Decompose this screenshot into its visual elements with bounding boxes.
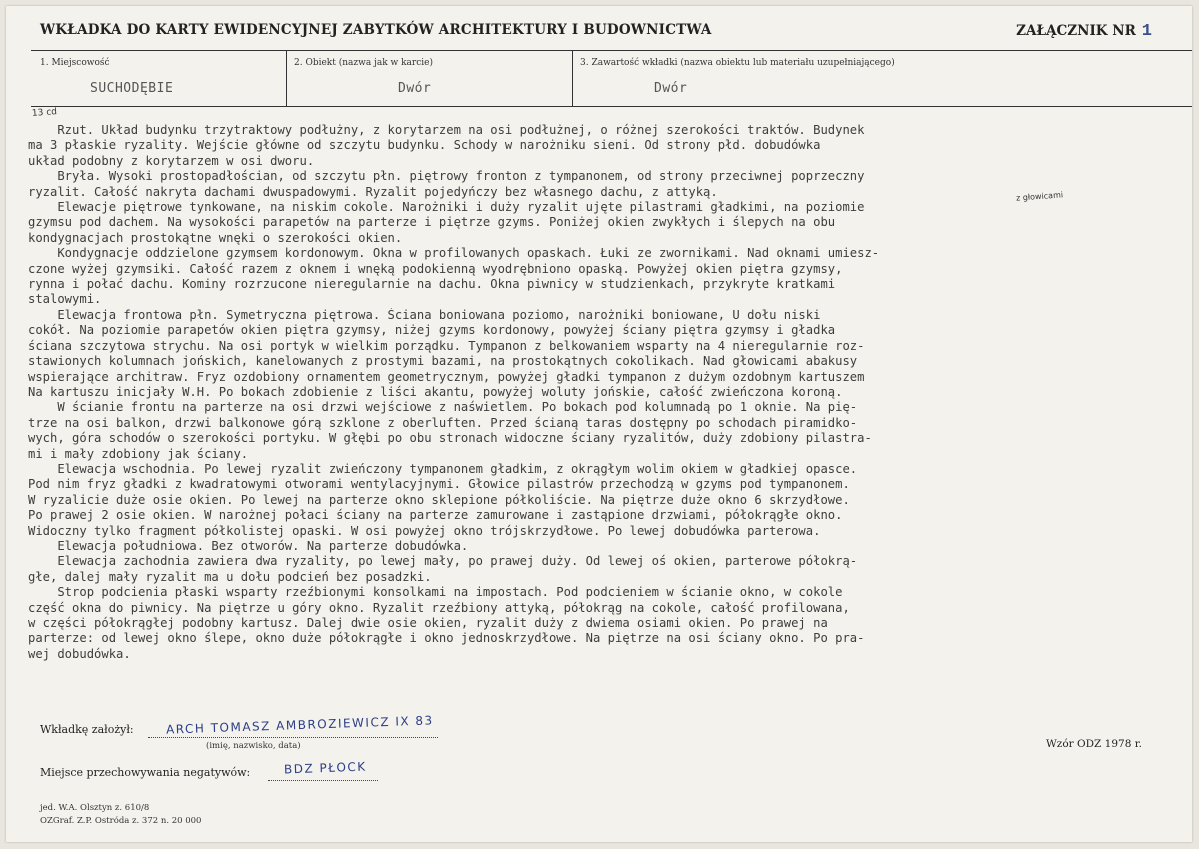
field-divider-2 <box>572 51 573 106</box>
text-line: wspierające architraw. Fryz ozdobiony ornamentem geometrycznym, powyżej gładki tympanon z dużym ozdobnym kartuszem <box>28 369 865 384</box>
author-label: Wkładkę założył: <box>40 723 134 736</box>
text-line: wej dobudówka. <box>28 646 131 661</box>
location-label: 1. Miejscowość <box>40 58 110 68</box>
author-sub-label: (imię, nazwisko, data) <box>206 741 301 751</box>
text-line: trze na osi balkon, drzwi balkonowe górą szklone z oberluften. Przed ścianą taras dostępny po schodach piramidko- <box>28 415 858 430</box>
text-line: Kondygnacje oddzielone gzymsem kordonowym. Okna w profilowanych opaskach. Łuki ze zwornikami. Nad oknami umiesz- <box>28 246 880 261</box>
text-line: Elewacja południowa. Bez otworów. Na parterze dobudówka. <box>28 538 469 553</box>
text-line: Elewacje piętrowe tynkowane, na niskim cokole. Narożniki i duży ryzalit ujęte pilastrami gładkimi, na poziomie <box>28 200 865 215</box>
content-value: Dwór <box>654 81 688 96</box>
content-label: 3. Zawartość wkładki (nazwa obiektu lub materiału uzupełniającego) <box>580 58 895 68</box>
text-line: rynna i połać dachu. Kominy rozrzucone nieregularnie na dachu. Okna piwnicy w studzienkach, przykryte kratkami <box>28 277 836 292</box>
annex-number: 1 <box>1141 22 1152 41</box>
text-line: stalowymi. <box>28 292 102 307</box>
header-divider-top <box>31 50 1192 51</box>
object-value: Dwór <box>398 81 432 96</box>
text-line: W ścianie frontu na parterze na osi drzwi wejściowe z naświetlem. Po bokach pod kolumnadą po 1 oknie. Na pię- <box>28 400 858 415</box>
annex-label <box>1016 22 1152 41</box>
text-line: stawionych kolumnach jońskich, kanelowanych z prostymi bazami, na prostokątnych cokolikach. Nad głowicami abakusy <box>28 354 858 369</box>
text-line: Bryła. Wysoki prostopadłościan, od szczytu płn. piętrowy fronton z tympanonem, od strony przeciwnej poprzeczny <box>28 169 865 184</box>
text-line: kondygnacjach prostokątne wnęki o szerokości okien. <box>28 230 403 245</box>
text-line: cokół. Na poziomie parapetów okien piętra gzymsy, niżej gzyms kordonowy, powyżej ściany piętra gzymsy i gładka <box>28 323 836 338</box>
text-line: Widoczny tylko fragment półkolistej opaski. W osi powyżej okno trójskrzydłowe. Po lewej dobudówka parterowa. <box>28 523 821 538</box>
text-line: czone wyżej gzymsiki. Całość razem z oknem i wnęką podokienną wyodrębniono opaską. Powyżej okien piętra gzymsy, <box>28 261 843 276</box>
location-value: SUCHODĘBIE <box>90 81 174 96</box>
description-text <box>28 123 1188 662</box>
form-title: WKŁADKA DO KARTY EWIDENCYJNEJ ZABYTKÓW ARCHITEKTURY I BUDOWNICTWA <box>40 22 712 38</box>
form-model: Wzór ODZ 1978 r. <box>1046 738 1142 750</box>
object-label: 2. Obiekt (nazwa jak w karcie) <box>294 58 433 68</box>
text-line: W ryzalicie duże osie okien. Po lewej na parterze okno sklepione półkoliście. Na piętrze duże okno 6 skrzydłowe. <box>28 492 850 507</box>
text-line: gzymsu pod dachem. Na wysokości parapetów na parterze i piętrze gzyms. Poniżej okien zwykłych i ślepych na obu <box>28 215 836 230</box>
text-line: Elewacja frontowa płn. Symetryczna piętrowa. Ściana boniowana poziomo, narożniki boniowane, U dołu niski <box>28 307 821 322</box>
text-line: Na kartuszu inicjały W.H. Po bokach zdobienie z liści akantu, powyżej woluty jońskie, całość zwieńczona koroną. <box>28 384 843 399</box>
author-value: ARCH TOMASZ AMBROZIEWICZ IX 83 <box>165 713 434 737</box>
margin-note: 13 cd <box>31 107 58 119</box>
annex-label-text: ZAŁĄCZNIK NR <box>1016 23 1136 39</box>
text-line: Elewacja zachodnia zawiera dwa ryzality, po lewej mały, po prawej duży. Od lewej oś okien, parterowe półokrą- <box>28 554 858 569</box>
text-line: Rzut. Układ budynku trzytraktowy podłużny, z korytarzem na osi podłużnej, o różnej szerokości traktów. Budynek <box>28 123 865 137</box>
header-divider-bottom <box>31 106 1192 107</box>
text-line: układ podobny z korytarzem w osi dworu. <box>28 153 315 168</box>
negatives-label: Miejsce przechowywania negatywów: <box>40 766 251 779</box>
text-line: Pod nim fryz gładki z kwadratowymi otworami wentylacyjnymi. Głowice pilastrów przechodzą w gzyms pod tympanonem. <box>28 477 850 492</box>
field-divider-1 <box>286 51 287 106</box>
record-card <box>6 6 1192 842</box>
author-line <box>148 737 438 738</box>
text-line: Po prawej 2 osie okien. W narożnej połaci ściany na parterze zamurowane i zastąpione drzwiami, półokrągłe okno. <box>28 508 843 523</box>
text-line: w części półokrągłej podobny kartusz. Dalej dwie osie okien, ryzalit duży z dwiema osiami okien. Po prawej na <box>28 616 828 630</box>
text-line: głe, dalej mały ryzalit ma u dołu podcień bez posadzki. <box>28 569 432 584</box>
text-line: parterze: od lewej okno ślepe, okno duże półokrągłe i okno jednoskrzydłowe. Na piętrze na osi ściany okno. Po pra- <box>28 631 865 646</box>
insert-note: z głowicami <box>1015 190 1064 203</box>
text-line: mi i mały zdobiony jak ściany. <box>28 446 249 461</box>
text-line: ściana szczytowa strychu. Na osi portyk w wielkim porządku. Tympanon z belkowaniem wsparty na 4 nieregularnie roz- <box>28 338 865 353</box>
text-line: ma 3 płaskie ryzality. Wejście główne od szczytu budynku. Schody w narożniku sieni. Od strony płd. dobudówka <box>28 138 821 153</box>
print-info-2: OZGraf. Z.P. Ostróda z. 372 n. 20 000 <box>40 816 202 826</box>
text-line: ryzalit. Całość nakryta dachami dwuspadowymi. Ryzalit pojedyńczy bez własnego dachu, z attyką. <box>28 184 718 199</box>
text-line: część okna do piwnicy. Na piętrze u góry okno. Ryzalit rzeźbiony attyką, półokrąg na cokole, całość profilowana, <box>28 600 850 615</box>
print-info-1: jed. W.A. Olsztyn z. 610/8 <box>40 803 150 813</box>
text-line: Strop podcienia płaski wsparty rzeźbionymi konsolkami na impostach. Pod podcieniem w ścianie okno, w cokole <box>28 585 843 600</box>
text-line: wych, góra schodów o szerokości portyku. W głębi po obu stronach widoczne ściany ryzalitów, duży zdobiony pilastra- <box>28 431 872 446</box>
negatives-line <box>268 780 378 781</box>
text-line: Elewacja wschodnia. Po lewej ryzalit zwieńczony tympanonem gładkim, z okrągłym wolim okiem w gładkiej opasce. <box>28 461 858 476</box>
negatives-value: BDZ PŁOCK <box>283 759 367 777</box>
